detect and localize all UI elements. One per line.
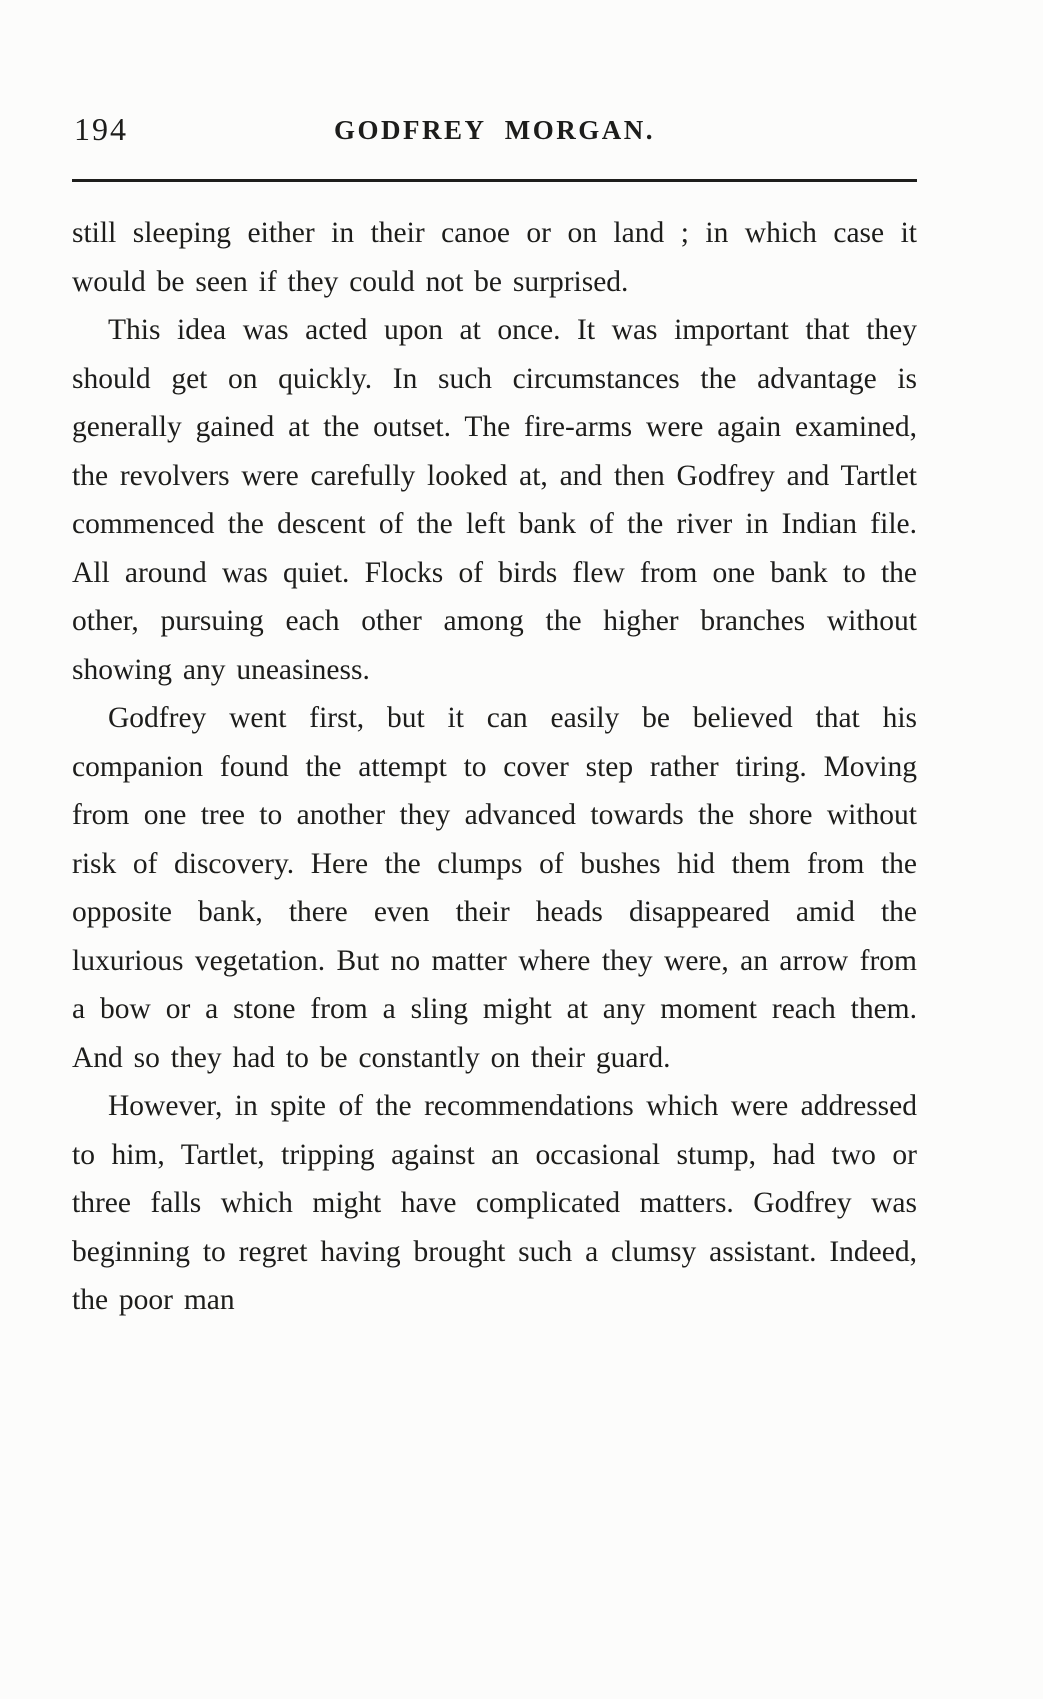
- paragraph: Godfrey went first, but it can easily be believed that his companion found the attempt to cover step rather tiring. Moving from one tree to another they advanced towards the shore without risk of discovery. Here the clumps of bushes hid them from the opposite bank, there even their heads disappeared amid the luxurious vegetation. But no matter where they were, an arrow from a bow or a stone from a sling might at any moment reach them. And so they had to be constantly on their guard.: [72, 702, 917, 1074]
- header-rule: [72, 179, 917, 182]
- paragraph-continuation: still sleeping either in their canoe or on land ; in which case it would be seen if they could not be surprised.: [72, 217, 917, 298]
- page-body: [72, 209, 917, 1325]
- paragraph: However, in spite of the recommendations which were addressed to him, Tartlet, tripping against an occasional stump, had two or three falls which might have complicated matters. Godfrey was beginning to regret having brought such a clumsy assistant. Indeed, the poor man: [72, 1090, 917, 1316]
- page-number: 194: [74, 111, 128, 147]
- page-header: [72, 102, 917, 148]
- paragraph: This idea was acted upon at once. It was important that they should get on quickly. In such circumstances the advantage is generally gained at the outset. The fire-arms were again examined, the revolvers were carefully looked at, and then Godfrey and Tartlet commenced the descent of the left bank of the river in Indian file. All around was quiet. Flocks of birds flew from one bank to the other, pursuing each other among the higher branches without showing any uneasiness.: [72, 314, 917, 686]
- running-title: GODFREY MORGAN.: [334, 115, 655, 145]
